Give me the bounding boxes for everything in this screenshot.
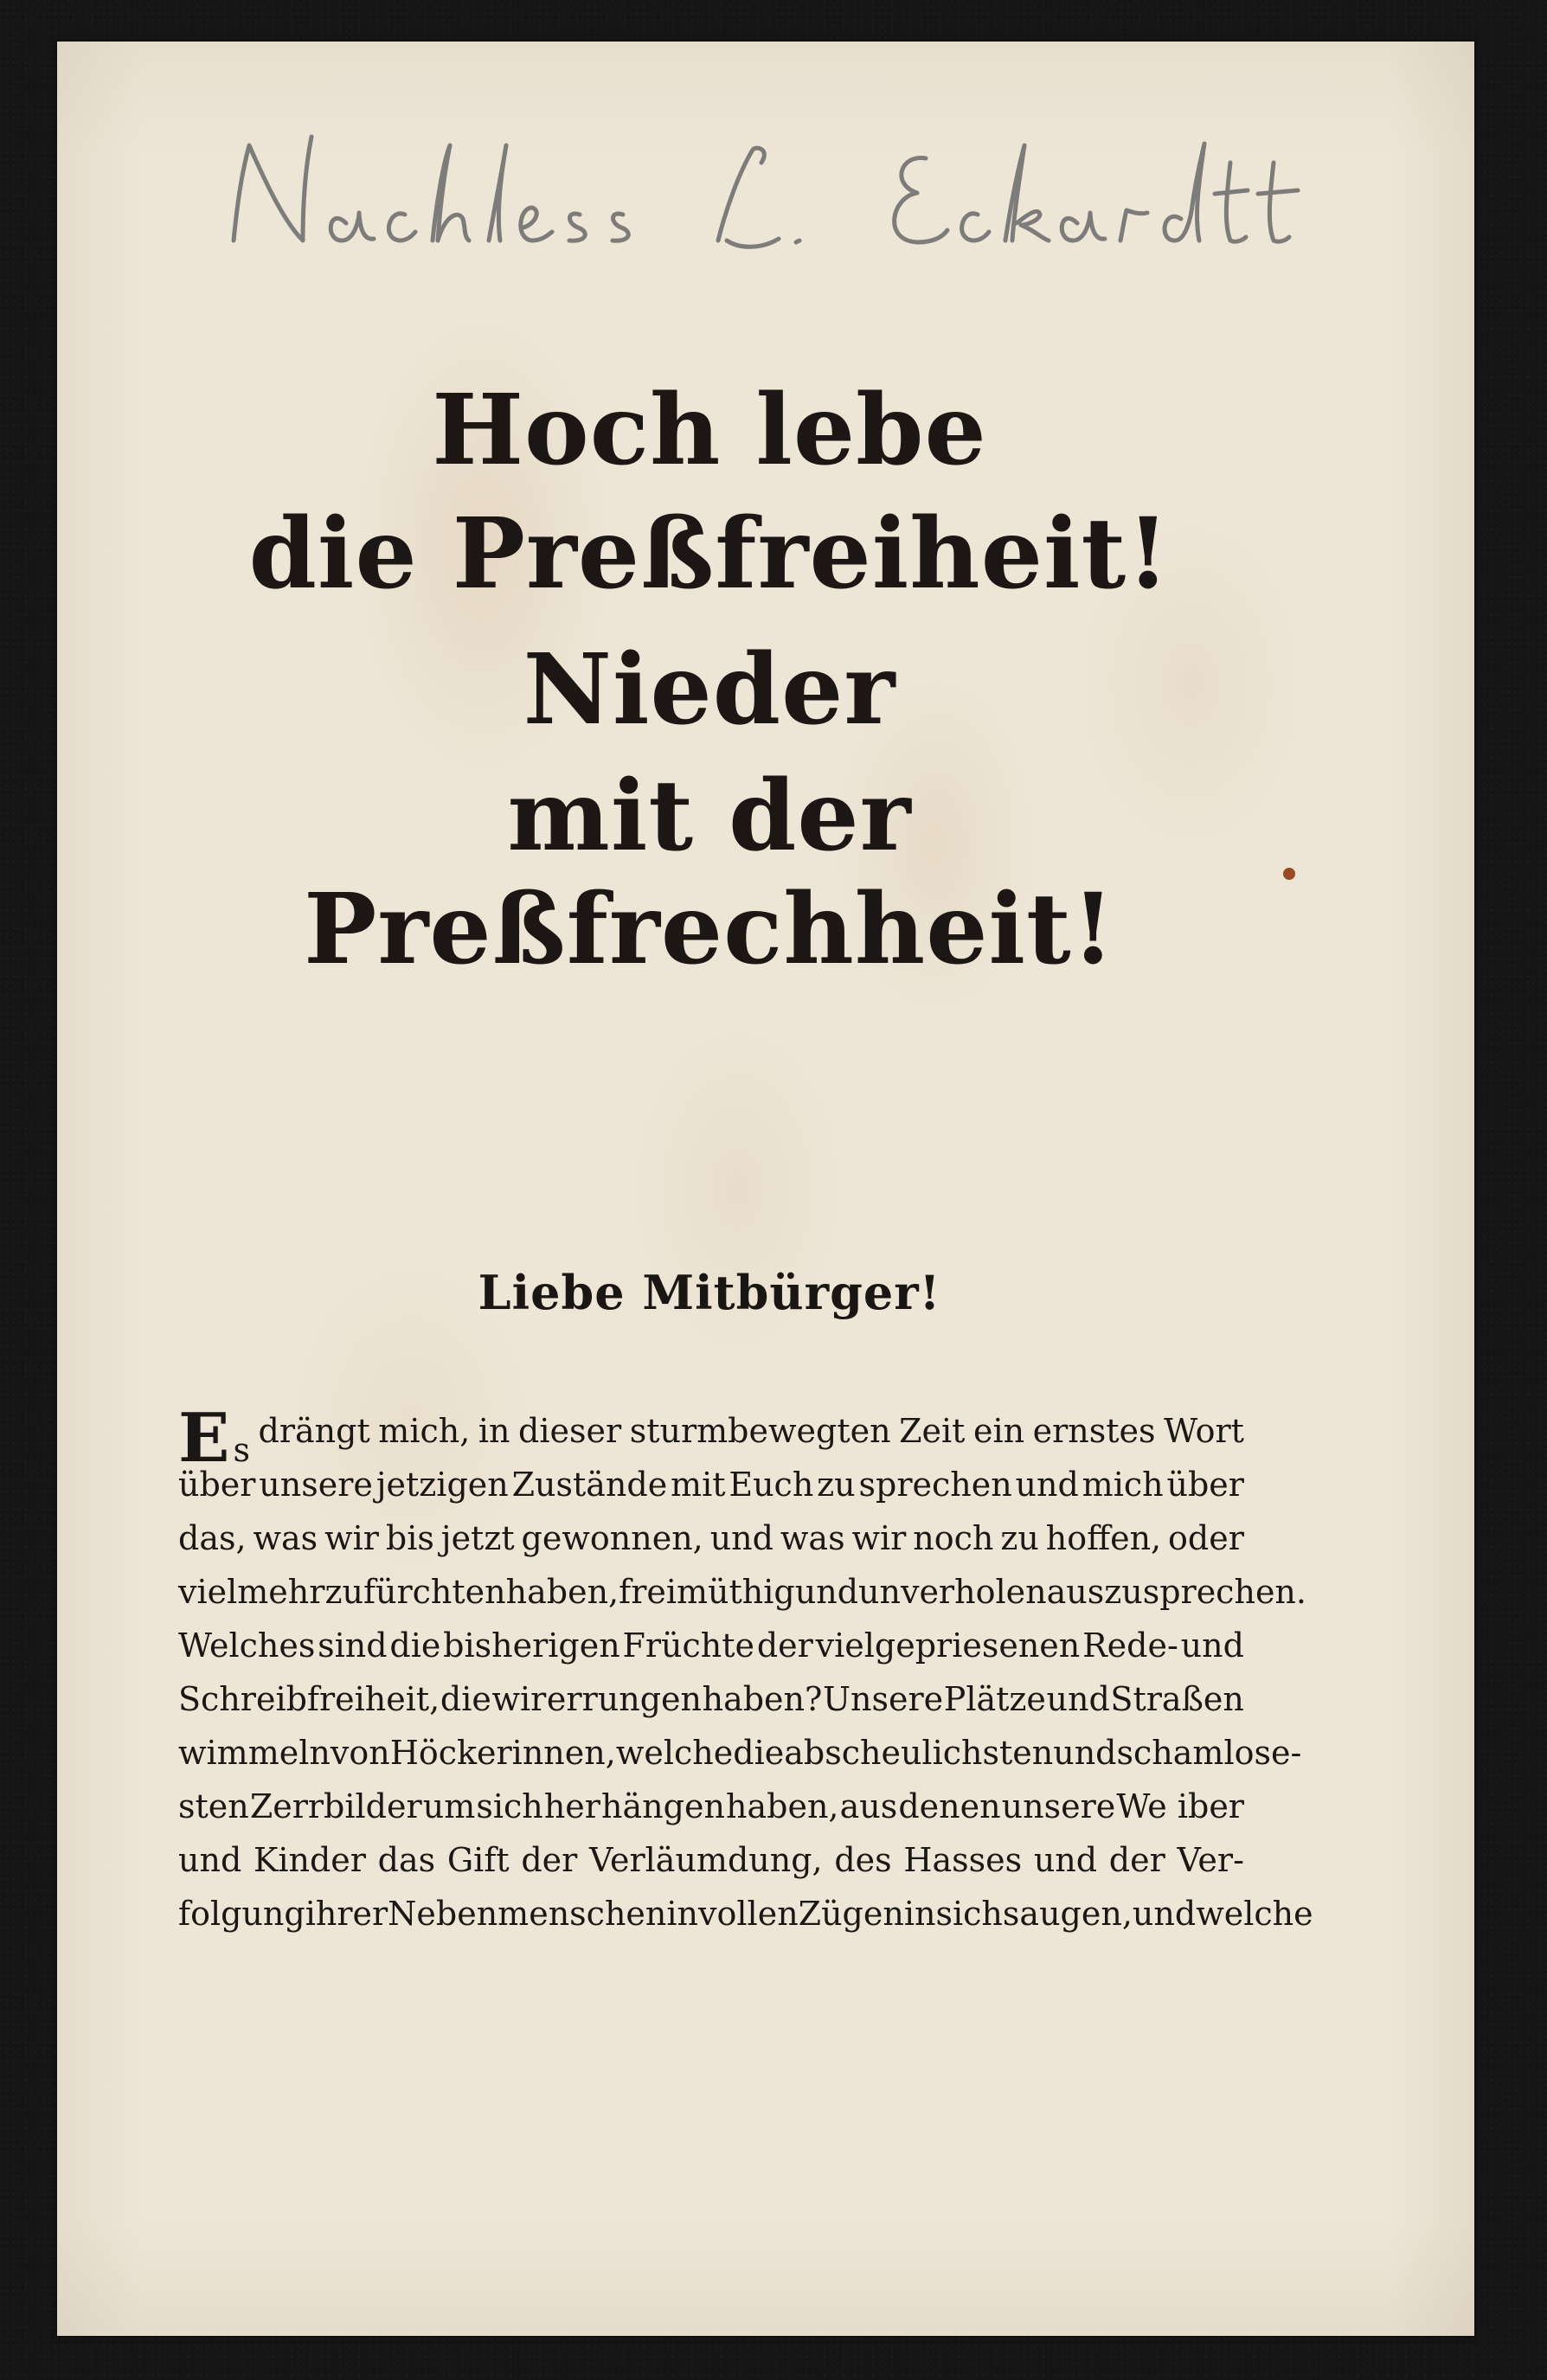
word: und bbox=[1046, 1680, 1110, 1718]
headline-line-3: Nieder bbox=[523, 633, 896, 747]
word: Zeit bbox=[899, 1412, 966, 1450]
handwriting-text-anchor: Nachlass L. Eckardt bbox=[761, 287, 780, 289]
word: drängt bbox=[258, 1412, 370, 1450]
word: und bbox=[709, 1519, 774, 1557]
text-line bbox=[178, 1895, 1313, 1948]
text-line bbox=[178, 1841, 1244, 1895]
word: sturmbewegten bbox=[629, 1412, 891, 1450]
word: Ver- bbox=[1177, 1841, 1244, 1879]
word: wir bbox=[491, 1680, 547, 1718]
word: und bbox=[1015, 1466, 1079, 1504]
word: wir bbox=[324, 1519, 379, 1557]
word: der bbox=[756, 1626, 813, 1665]
word: jetzigen bbox=[376, 1466, 509, 1504]
word: Unsere bbox=[823, 1680, 944, 1718]
headline-line-4: mit der Preßfrechheit! bbox=[304, 760, 1115, 986]
word: und bbox=[178, 1841, 242, 1879]
word: ernstes bbox=[1032, 1412, 1156, 1450]
word: und bbox=[1053, 1734, 1117, 1772]
word: haben, bbox=[726, 1787, 839, 1825]
word: welche bbox=[1196, 1895, 1313, 1933]
word: Nebenmenschen bbox=[388, 1895, 667, 1933]
word: welche bbox=[615, 1734, 734, 1772]
body-text bbox=[178, 1399, 1313, 1948]
word: zu bbox=[817, 1466, 856, 1504]
word: mit bbox=[671, 1466, 726, 1504]
handwritten-annotation bbox=[173, 111, 1367, 301]
word: das bbox=[377, 1841, 436, 1879]
word: abscheulichsten bbox=[784, 1734, 1054, 1772]
word: von bbox=[330, 1734, 390, 1772]
word: vielmehr bbox=[178, 1573, 325, 1611]
word: gewonnen, bbox=[521, 1519, 703, 1557]
word: her bbox=[543, 1787, 600, 1825]
word: die bbox=[733, 1734, 785, 1772]
word: Straßen bbox=[1110, 1680, 1244, 1718]
word: folgung bbox=[178, 1895, 305, 1933]
word: des bbox=[834, 1841, 892, 1879]
word: saugen, bbox=[1002, 1895, 1133, 1933]
word: jetzt bbox=[440, 1519, 515, 1557]
word: Welches bbox=[178, 1626, 316, 1665]
word: errungen bbox=[546, 1680, 702, 1718]
word: mich, bbox=[378, 1412, 471, 1450]
paper-stain bbox=[1283, 868, 1295, 880]
word: s bbox=[233, 1431, 250, 1469]
word: und bbox=[1180, 1626, 1244, 1665]
word: ein bbox=[972, 1412, 1025, 1450]
word: sich bbox=[935, 1895, 1003, 1933]
word: haben, bbox=[505, 1573, 619, 1611]
word: Schreibfreiheit, bbox=[178, 1680, 440, 1718]
text-line bbox=[178, 1787, 1244, 1841]
word: ihrer bbox=[305, 1895, 388, 1933]
text-line bbox=[178, 1680, 1244, 1734]
text-line bbox=[178, 1626, 1244, 1680]
word: Zügen bbox=[798, 1895, 904, 1933]
word: Kinder bbox=[253, 1841, 366, 1879]
word: was bbox=[253, 1519, 318, 1557]
word: und bbox=[794, 1573, 859, 1611]
word: haben? bbox=[702, 1680, 823, 1718]
word: Gift bbox=[446, 1841, 510, 1879]
word: bis bbox=[385, 1519, 434, 1557]
word: zu bbox=[1000, 1519, 1039, 1557]
word: fürchten bbox=[363, 1573, 506, 1611]
word: aus bbox=[839, 1787, 898, 1825]
word: hoffen, bbox=[1045, 1519, 1162, 1557]
word: We iber bbox=[1116, 1787, 1244, 1825]
text-line bbox=[178, 1399, 1244, 1478]
word: das, bbox=[178, 1519, 247, 1557]
word: die bbox=[389, 1626, 441, 1665]
drop-cap: E bbox=[178, 1399, 230, 1478]
word: in bbox=[903, 1895, 936, 1933]
word: Zerrbilder bbox=[249, 1787, 422, 1825]
word: unsere bbox=[1001, 1787, 1116, 1825]
word: in bbox=[478, 1412, 510, 1450]
word: Wort bbox=[1164, 1412, 1244, 1450]
word: schamlose- bbox=[1116, 1734, 1302, 1772]
word: freimüthig bbox=[619, 1573, 795, 1611]
word: was bbox=[780, 1519, 845, 1557]
word: über bbox=[1166, 1466, 1244, 1504]
word: in bbox=[666, 1895, 699, 1933]
word: sind bbox=[318, 1626, 388, 1665]
word: bisherigen bbox=[443, 1626, 620, 1665]
text-line bbox=[178, 1573, 1306, 1626]
word: Höckerinnen, bbox=[389, 1734, 616, 1772]
word: auszusprechen. bbox=[1046, 1573, 1306, 1611]
text-line bbox=[178, 1734, 1302, 1787]
word: vielgepriesenen bbox=[815, 1626, 1081, 1665]
word: mich bbox=[1082, 1466, 1164, 1504]
word: sich bbox=[476, 1787, 543, 1825]
word: Euch bbox=[729, 1466, 814, 1504]
headline-line-2: die Preßfreiheit! bbox=[248, 497, 1171, 611]
word: unverholen bbox=[858, 1573, 1047, 1611]
word: Plätze bbox=[943, 1680, 1046, 1718]
text-line bbox=[178, 1519, 1244, 1573]
word: und bbox=[1132, 1895, 1197, 1933]
word: hängen bbox=[601, 1787, 725, 1825]
handwriting-drawing bbox=[173, 111, 1367, 301]
word: zu bbox=[324, 1573, 363, 1611]
word: der bbox=[521, 1841, 578, 1879]
word: oder bbox=[1168, 1519, 1244, 1557]
word: unsere bbox=[259, 1466, 373, 1504]
word: sprechen bbox=[858, 1466, 1012, 1504]
word: denen bbox=[898, 1787, 1001, 1825]
word: um bbox=[422, 1787, 476, 1825]
word: der bbox=[1108, 1841, 1165, 1879]
first-word bbox=[178, 1399, 250, 1478]
word: und bbox=[1033, 1841, 1098, 1879]
word: noch bbox=[913, 1519, 994, 1557]
word: Hasses bbox=[903, 1841, 1023, 1879]
word: vollen bbox=[698, 1895, 799, 1933]
word: die bbox=[440, 1680, 491, 1718]
word: über bbox=[178, 1466, 256, 1504]
word: Früchte bbox=[622, 1626, 755, 1665]
word: Rede- bbox=[1082, 1626, 1178, 1665]
headline-line-1: Hoch lebe bbox=[432, 374, 987, 487]
word: Verläumdung, bbox=[589, 1841, 823, 1879]
word: sten bbox=[178, 1787, 249, 1825]
text-line bbox=[178, 1466, 1244, 1519]
word: wimmeln bbox=[178, 1734, 331, 1772]
word: dieser bbox=[518, 1412, 622, 1450]
word: Zustände bbox=[511, 1466, 668, 1504]
greeting: Liebe Mitbürger! bbox=[478, 1265, 941, 1320]
word: wir bbox=[851, 1519, 907, 1557]
